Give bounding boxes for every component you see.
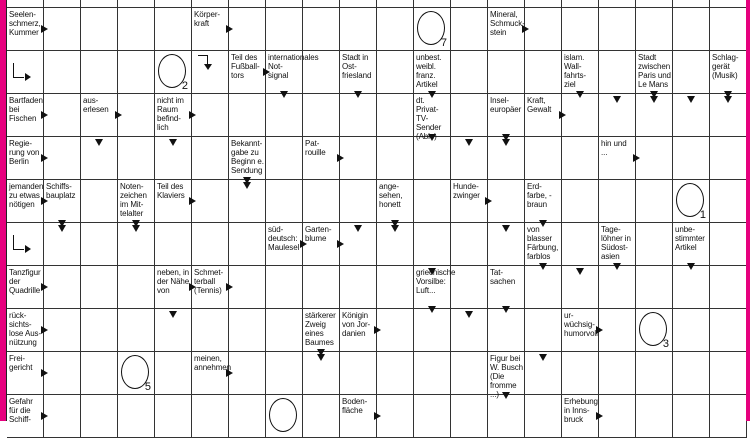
- answer-cell[interactable]: [451, 395, 488, 438]
- clue-cell: [673, 223, 710, 266]
- answer-cell[interactable]: [525, 51, 562, 94]
- answer-cell[interactable]: [636, 137, 673, 180]
- answer-cell[interactable]: [44, 223, 81, 266]
- clue-cell: [377, 180, 414, 223]
- clue-text: Seelen-schmerz, Kummer: [9, 10, 41, 37]
- answer-cell[interactable]: [599, 352, 636, 395]
- bent-arrow-icon: [198, 55, 208, 57]
- answer-cell[interactable]: [710, 94, 747, 137]
- clue-cell: [710, 51, 747, 94]
- answer-cell[interactable]: [340, 94, 377, 137]
- clue-text: Königin von Jor-danien: [342, 311, 371, 338]
- clue-cell: [303, 137, 340, 180]
- answer-cell[interactable]: [44, 8, 81, 51]
- top-edge-cell: [414, 0, 451, 8]
- answer-cell[interactable]: [229, 8, 266, 51]
- answer-cell[interactable]: [340, 137, 377, 180]
- answer-cell[interactable]: [636, 309, 673, 352]
- clue-cell: [599, 223, 636, 266]
- answer-cell[interactable]: [636, 94, 673, 137]
- clue-text: Teil des Fußball-tors: [231, 53, 260, 80]
- answer-cell[interactable]: [266, 94, 303, 137]
- arrow-down-icon: [687, 96, 695, 103]
- answer-cell[interactable]: [673, 266, 710, 309]
- solution-number: 2: [181, 80, 188, 92]
- answer-cell[interactable]: [81, 51, 118, 94]
- answer-cell[interactable]: [562, 352, 599, 395]
- answer-cell[interactable]: [710, 137, 747, 180]
- answer-cell[interactable]: [44, 352, 81, 395]
- answer-cell[interactable]: [636, 180, 673, 223]
- clue-text: von blasser Färbung, farblos: [527, 225, 559, 261]
- answer-cell[interactable]: [377, 94, 414, 137]
- clue-cell: [192, 8, 229, 51]
- crossword-grid: [6, 0, 746, 424]
- top-edge-cell: [118, 0, 155, 8]
- answer-cell[interactable]: [44, 266, 81, 309]
- answer-cell[interactable]: [266, 395, 303, 438]
- answer-cell[interactable]: [192, 137, 229, 180]
- answer-cell[interactable]: [44, 309, 81, 352]
- answer-cell[interactable]: [636, 352, 673, 395]
- answer-cell[interactable]: [673, 395, 710, 438]
- answer-cell[interactable]: [118, 8, 155, 51]
- answer-cell[interactable]: [303, 94, 340, 137]
- answer-cell[interactable]: [414, 223, 451, 266]
- answer-cell[interactable]: [710, 352, 747, 395]
- answer-cell[interactable]: [673, 352, 710, 395]
- clue-text: Regie-rung von Berlin: [9, 139, 40, 166]
- solution-number: 5: [144, 381, 151, 393]
- answer-cell[interactable]: [636, 266, 673, 309]
- answer-cell[interactable]: [118, 352, 155, 395]
- answer-cell[interactable]: [599, 51, 636, 94]
- clue-text: Gefahr für die Schiff-: [9, 397, 33, 424]
- clue-cell: [7, 266, 44, 309]
- clue-text: Tage-löhner in Südost-asien: [601, 225, 631, 261]
- right-page-border: [746, 0, 750, 421]
- answer-cell[interactable]: [229, 223, 266, 266]
- clue-text: Erhebung in Inns-bruck: [564, 397, 598, 424]
- clue-cell: [340, 51, 377, 94]
- answer-cell[interactable]: [414, 8, 451, 51]
- answer-cell[interactable]: [229, 94, 266, 137]
- clue-text: internationales Not-signal: [268, 53, 319, 80]
- answer-cell[interactable]: [44, 137, 81, 180]
- answer-cell[interactable]: [451, 223, 488, 266]
- top-edge-cell: [488, 0, 525, 8]
- clue-text: Erd-farbe, -braun: [527, 182, 552, 209]
- clue-cell: [192, 266, 229, 309]
- clue-text: Schlag-gerät (Musik): [712, 53, 739, 80]
- solution-number: 7: [440, 37, 447, 49]
- answer-cell[interactable]: [488, 180, 525, 223]
- clue-text: Tanzfigur der Quadrille: [9, 268, 41, 295]
- clue-cell: [599, 137, 636, 180]
- clue-cell: [7, 180, 44, 223]
- arrow-down-icon: [428, 268, 436, 275]
- answer-cell[interactable]: [303, 352, 340, 395]
- answer-cell[interactable]: [266, 352, 303, 395]
- answer-cell[interactable]: [562, 266, 599, 309]
- top-edge-cell: [81, 0, 118, 8]
- answer-cell[interactable]: [599, 395, 636, 438]
- clue-text: süd-deutsch: Maulesel: [268, 225, 300, 252]
- clue-text: Figur bei W. Busch (Die fromme ...): [490, 354, 523, 399]
- clue-text: Teil des Klaviers: [157, 182, 185, 200]
- answer-cell[interactable]: [81, 395, 118, 438]
- clue-text: ange-sehen, honett: [379, 182, 403, 209]
- answer-cell[interactable]: [710, 223, 747, 266]
- answer-cell[interactable]: [155, 51, 192, 94]
- answer-cell[interactable]: [340, 266, 377, 309]
- answer-cell[interactable]: [377, 223, 414, 266]
- clue-cell: [7, 309, 44, 352]
- arrow-down-icon: [354, 225, 362, 232]
- top-edge-cell: [451, 0, 488, 8]
- answer-cell[interactable]: [81, 223, 118, 266]
- answer-cell[interactable]: [303, 51, 340, 94]
- answer-cell[interactable]: [377, 395, 414, 438]
- answer-cell[interactable]: [377, 137, 414, 180]
- arrow-down-icon: [724, 96, 732, 103]
- answer-cell[interactable]: [303, 395, 340, 438]
- clue-cell: [414, 266, 456, 309]
- clue-cell: [636, 51, 673, 94]
- answer-cell[interactable]: [118, 94, 155, 137]
- clue-text: Pat-rouille: [305, 139, 326, 157]
- clue-text: Insel-europäer: [490, 96, 522, 114]
- answer-cell[interactable]: [377, 51, 414, 94]
- answer-cell[interactable]: [81, 137, 118, 180]
- answer-cell[interactable]: [636, 395, 673, 438]
- answer-cell[interactable]: [266, 309, 303, 352]
- answer-cell[interactable]: [451, 266, 488, 309]
- answer-cell[interactable]: [303, 180, 340, 223]
- clue-cell: [562, 309, 599, 352]
- clue-text: dt. Privat-TV-Sender (Abk.): [416, 96, 442, 141]
- top-edge-cell: [673, 0, 710, 8]
- clue-text: Kraft, Gewalt: [527, 96, 552, 114]
- answer-cell[interactable]: [340, 180, 377, 223]
- answer-cell[interactable]: [44, 395, 81, 438]
- arrow-down-icon: [465, 311, 473, 318]
- clue-text: Hunde-zwinger: [453, 182, 480, 200]
- answer-cell[interactable]: [488, 137, 525, 180]
- clue-cell: [266, 223, 303, 266]
- top-edge-cell: [155, 0, 192, 8]
- answer-cell[interactable]: [451, 309, 488, 352]
- clue-text: Stadt in Ost-friesland: [342, 53, 372, 80]
- answer-cell[interactable]: [488, 395, 525, 438]
- answer-cell[interactable]: [81, 180, 118, 223]
- arrow-down-icon: [95, 139, 103, 146]
- answer-cell[interactable]: [451, 352, 488, 395]
- clue-cell: [7, 94, 44, 137]
- clue-text: griechische Vorsilbe: Luft...: [416, 268, 456, 295]
- answer-cell[interactable]: [340, 223, 377, 266]
- answer-cell[interactable]: [81, 266, 118, 309]
- clue-cell: [155, 94, 192, 137]
- answer-cell[interactable]: [192, 180, 229, 223]
- clue-text: jemanden zu etwas nötigen: [9, 182, 44, 209]
- answer-cell[interactable]: [155, 352, 192, 395]
- answer-cell[interactable]: [562, 137, 599, 180]
- answer-cell[interactable]: [599, 94, 636, 137]
- clue-text: Bartfaden bei Fischen: [9, 96, 43, 123]
- answer-cell[interactable]: [525, 395, 562, 438]
- answer-cell[interactable]: [525, 309, 562, 352]
- clue-text: meinen, annehmen: [194, 354, 232, 372]
- answer-cell[interactable]: [377, 352, 414, 395]
- clue-text: ur-wüchsig-humorvoll: [564, 311, 598, 338]
- answer-cell[interactable]: [303, 266, 340, 309]
- clue-text: neben, in der Nähe von: [157, 268, 190, 295]
- answer-cell[interactable]: [414, 137, 451, 180]
- top-edge-cell: [229, 0, 266, 8]
- answer-cell[interactable]: [673, 309, 710, 352]
- clue-text: Körper-kraft: [194, 10, 220, 28]
- clue-text: unbe-stimmter Artikel: [675, 225, 705, 252]
- answer-cell[interactable]: [229, 395, 266, 438]
- answer-cell[interactable]: [340, 352, 377, 395]
- clue-cell: [414, 94, 451, 141]
- arrow-down-icon: [465, 139, 473, 146]
- answer-cell[interactable]: [710, 266, 747, 309]
- answer-cell[interactable]: [229, 352, 266, 395]
- solution-number: 1: [699, 209, 706, 221]
- answer-cell[interactable]: [673, 137, 710, 180]
- answer-cell[interactable]: [266, 8, 303, 51]
- arrow-down-icon: [539, 354, 547, 361]
- answer-cell[interactable]: [636, 8, 673, 51]
- clue-text: aus-erlesen: [83, 96, 109, 114]
- answer-cell[interactable]: [81, 8, 118, 51]
- clue-cell: [525, 180, 562, 223]
- clue-cell: [488, 94, 525, 137]
- solution-number: 3: [662, 338, 669, 350]
- answer-cell[interactable]: [377, 266, 414, 309]
- clue-text: Stadt zwischen Paris und Le Mans: [638, 53, 671, 89]
- answer-cell[interactable]: [562, 180, 599, 223]
- answer-cell[interactable]: [266, 137, 303, 180]
- answer-cell[interactable]: [118, 51, 155, 94]
- clue-cell: [562, 51, 599, 94]
- answer-cell[interactable]: [414, 352, 451, 395]
- answer-cell[interactable]: [303, 8, 340, 51]
- answer-cell[interactable]: [266, 266, 303, 309]
- top-edge-cell: [377, 0, 414, 8]
- top-edge-cell: [192, 0, 229, 8]
- answer-cell[interactable]: [44, 51, 81, 94]
- answer-cell[interactable]: [673, 51, 710, 94]
- answer-cell[interactable]: [673, 8, 710, 51]
- answer-cell[interactable]: [710, 8, 747, 51]
- clue-cell: [7, 395, 44, 438]
- top-edge-cell: [44, 0, 81, 8]
- answer-cell[interactable]: [118, 266, 155, 309]
- clue-text: Boden-fläche: [342, 397, 368, 415]
- arrow-down-icon: [613, 96, 621, 103]
- arrow-down-icon: [650, 96, 658, 103]
- answer-cell[interactable]: [266, 180, 303, 223]
- answer-cell[interactable]: [229, 266, 266, 309]
- clue-cell: [7, 8, 44, 51]
- answer-cell[interactable]: [377, 8, 414, 51]
- top-edge-cell: [599, 0, 636, 8]
- clue-text: nicht im Raum befind-lich: [157, 96, 184, 132]
- clue-cell: [155, 266, 192, 309]
- clue-text: Mineral, Schmuck-stein: [490, 10, 525, 37]
- answer-cell[interactable]: [636, 223, 673, 266]
- answer-cell[interactable]: [155, 395, 192, 438]
- answer-cell[interactable]: [155, 8, 192, 51]
- top-edge-cell: [266, 0, 303, 8]
- answer-cell[interactable]: [155, 309, 192, 352]
- clue-cell: [525, 223, 562, 266]
- top-edge-cell: [562, 0, 599, 8]
- clue-cell: [451, 180, 488, 223]
- answer-cell[interactable]: [451, 94, 488, 137]
- clue-cell: [266, 51, 319, 94]
- answer-cell[interactable]: [562, 8, 599, 51]
- answer-cell[interactable]: [488, 51, 525, 94]
- answer-cell[interactable]: [673, 94, 710, 137]
- clue-cell: [340, 309, 377, 352]
- clue-cell: [155, 180, 192, 223]
- answer-cell[interactable]: [525, 352, 562, 395]
- answer-cell[interactable]: [451, 51, 488, 94]
- arrow-down-icon: [502, 139, 510, 146]
- clue-text: Frei-gericht: [9, 354, 33, 372]
- answer-cell[interactable]: [118, 223, 155, 266]
- clue-cell: [7, 352, 44, 395]
- answer-cell[interactable]: [599, 180, 636, 223]
- clue-text: Schiffs-bauplatz: [46, 182, 76, 200]
- answer-cell[interactable]: [710, 180, 747, 223]
- clue-cell: [303, 309, 340, 352]
- bent-arrow-icon: [13, 63, 24, 78]
- arrow-down-icon: [502, 225, 510, 232]
- answer-cell[interactable]: [377, 309, 414, 352]
- clue-cell: [488, 8, 525, 51]
- answer-cell[interactable]: [525, 8, 562, 51]
- answer-cell[interactable]: [192, 51, 229, 94]
- answer-cell[interactable]: [488, 223, 525, 266]
- arrow-down-icon: [243, 182, 251, 189]
- clue-cell: [44, 180, 81, 223]
- top-edge-cell: [7, 0, 44, 8]
- answer-cell[interactable]: [562, 223, 599, 266]
- answer-cell[interactable]: [488, 309, 525, 352]
- answer-cell[interactable]: [192, 94, 229, 137]
- clue-text: Schmet-terball (Tennis): [194, 268, 224, 295]
- clue-cell: [229, 51, 266, 94]
- answer-cell[interactable]: [562, 94, 599, 137]
- clue-cell: [340, 395, 377, 438]
- clue-text: stärkerer Zweig eines Baumes: [305, 311, 336, 347]
- answer-cell[interactable]: [118, 395, 155, 438]
- top-edge-cell: [303, 0, 340, 8]
- top-edge-cell: [710, 0, 747, 8]
- answer-cell[interactable]: [525, 266, 562, 309]
- clue-cell: [7, 137, 44, 180]
- clue-text: rück-sichts-lose Aus-nützung: [9, 311, 42, 347]
- clue-cell: [562, 395, 599, 438]
- arrow-down-icon: [576, 268, 584, 275]
- answer-cell[interactable]: [118, 309, 155, 352]
- clue-cell: [118, 180, 155, 223]
- answer-cell[interactable]: [414, 309, 451, 352]
- answer-cell[interactable]: [155, 223, 192, 266]
- arrow-down-icon: [317, 354, 325, 361]
- answer-cell[interactable]: [414, 180, 451, 223]
- clue-text: Tat-sachen: [490, 268, 516, 286]
- clue-cell: [488, 352, 525, 399]
- clue-text: islam. Wall-fahrts-ziel: [564, 53, 586, 89]
- answer-cell[interactable]: [7, 51, 44, 94]
- clue-cell: [488, 266, 525, 309]
- answer-cell[interactable]: [673, 180, 710, 223]
- answer-cell[interactable]: [229, 180, 266, 223]
- answer-cell[interactable]: [44, 94, 81, 137]
- arrow-down-icon: [132, 225, 140, 232]
- answer-cell[interactable]: [451, 8, 488, 51]
- top-edge-cell: [525, 0, 562, 8]
- arrow-down-icon: [58, 225, 66, 232]
- answer-cell[interactable]: [7, 223, 44, 266]
- answer-cell[interactable]: [229, 309, 266, 352]
- clue-cell: [303, 223, 340, 266]
- answer-cell[interactable]: [340, 8, 377, 51]
- clue-cell: [192, 352, 232, 395]
- answer-cell[interactable]: [118, 137, 155, 180]
- arrow-down-icon: [169, 311, 177, 318]
- clue-text: hin und ...: [601, 139, 627, 157]
- answer-cell[interactable]: [710, 309, 747, 352]
- clue-cell: [414, 51, 451, 94]
- top-edge-cell: [340, 0, 377, 8]
- answer-cell[interactable]: [192, 395, 229, 438]
- clue-text: Noten-zeichen im Mit-telalter: [120, 182, 147, 218]
- answer-cell[interactable]: [414, 395, 451, 438]
- top-edge-cell: [636, 0, 673, 8]
- arrow-down-icon: [169, 139, 177, 146]
- answer-cell[interactable]: [525, 137, 562, 180]
- answer-cell[interactable]: [155, 137, 192, 180]
- clue-cell: [229, 137, 266, 180]
- bent-arrow-icon: [13, 235, 24, 250]
- clue-cell: [81, 94, 118, 137]
- answer-cell[interactable]: [451, 137, 488, 180]
- clue-text: Bekannt-gabe zu Beginn e. Sendung: [231, 139, 264, 175]
- arrow-down-icon: [391, 225, 399, 232]
- answer-cell[interactable]: [599, 8, 636, 51]
- clue-text: unbest. weibl. franz. Artikel: [416, 53, 442, 89]
- answer-cell[interactable]: [81, 352, 118, 395]
- answer-cell[interactable]: [710, 395, 747, 438]
- clue-text: Garten-blume: [305, 225, 332, 243]
- answer-cell[interactable]: [599, 266, 636, 309]
- answer-cell[interactable]: [81, 309, 118, 352]
- clue-cell: [525, 94, 562, 137]
- solution-circle-icon: [269, 398, 297, 432]
- answer-cell[interactable]: [599, 309, 636, 352]
- answer-cell[interactable]: [192, 223, 229, 266]
- answer-cell[interactable]: [192, 309, 229, 352]
